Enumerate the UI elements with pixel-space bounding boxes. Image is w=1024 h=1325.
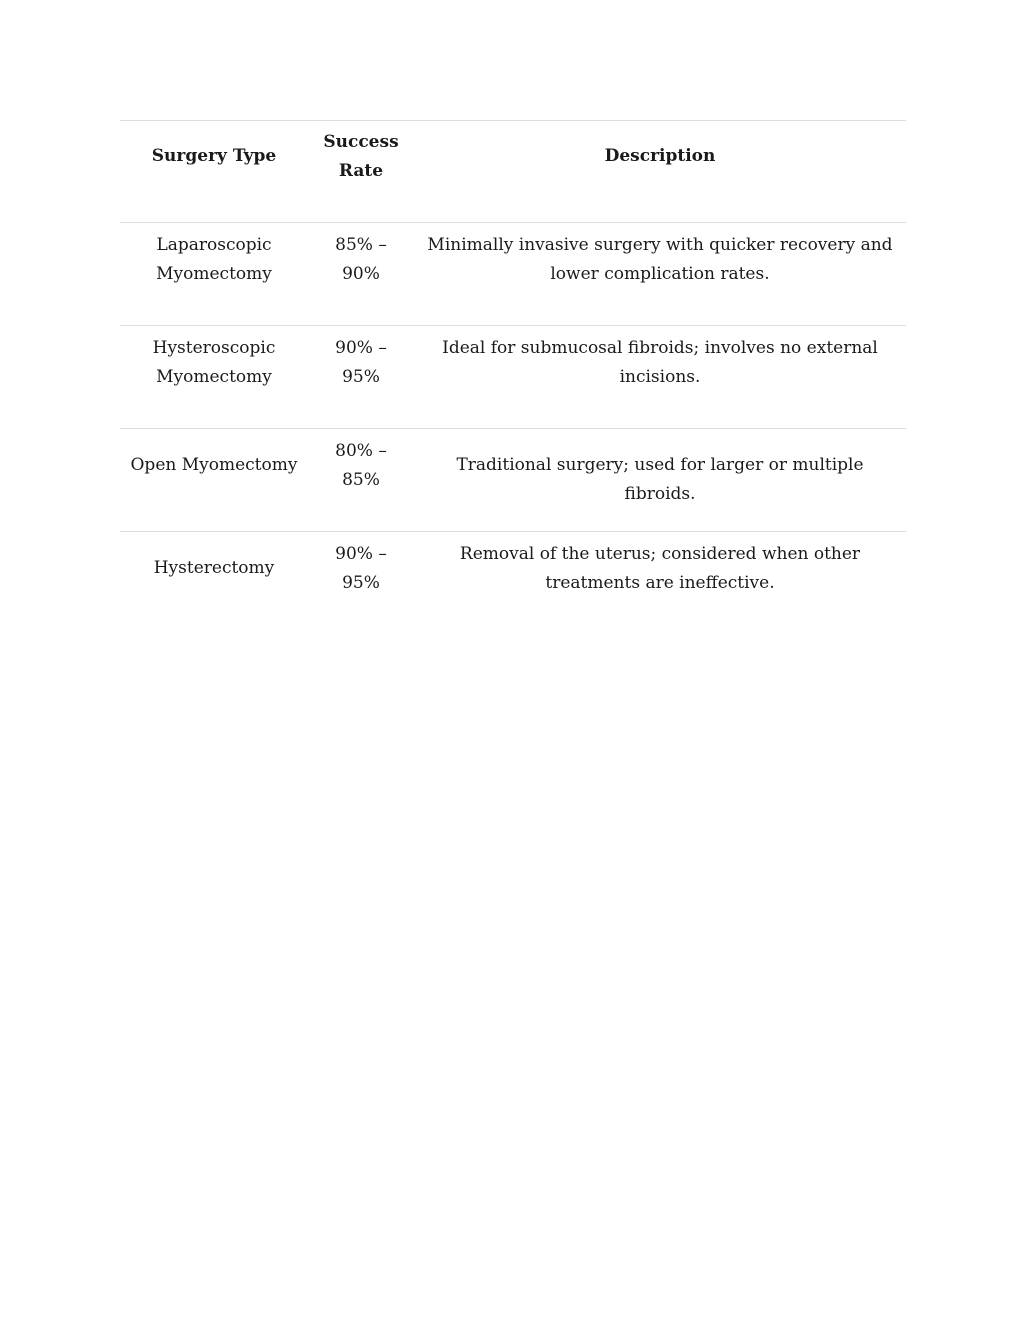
cell-description: Removal of the uterus; considered when other treatments are ineffective.: [459, 544, 861, 593]
table-header-row: [120, 121, 906, 223]
surgery-success-table: [120, 120, 906, 635]
header-description: Description: [604, 146, 716, 166]
cell-description: Ideal for submucosal fibroids; involves no external incisions.: [442, 338, 878, 387]
cell-success-rate: 90% – 95%: [335, 544, 387, 593]
cell-surgery-type: Open Myomectomy: [130, 455, 298, 475]
surgery-table-container: [120, 120, 906, 635]
header-success-rate: Success Rate: [323, 132, 399, 181]
cell-description: Minimally invasive surgery with quicker recovery and lower complication rates.: [427, 235, 893, 284]
header-surgery-type: Surgery Type: [151, 146, 277, 166]
cell-surgery-type: Hysteroscopic Myomectomy: [152, 338, 276, 387]
cell-surgery-type: Hysterectomy: [153, 558, 275, 578]
table-row: [120, 532, 906, 635]
cell-success-rate: 90% – 95%: [335, 338, 387, 387]
cell-success-rate: 85% – 90%: [335, 235, 387, 284]
cell-description: Traditional surgery; used for larger or multiple fibroids.: [456, 455, 864, 504]
cell-surgery-type: Laparoscopic Myomectomy: [156, 235, 272, 284]
cell-success-rate: 80% – 85%: [335, 441, 387, 490]
table-row: [120, 223, 906, 326]
table-row: [120, 429, 906, 532]
table-row: [120, 326, 906, 429]
